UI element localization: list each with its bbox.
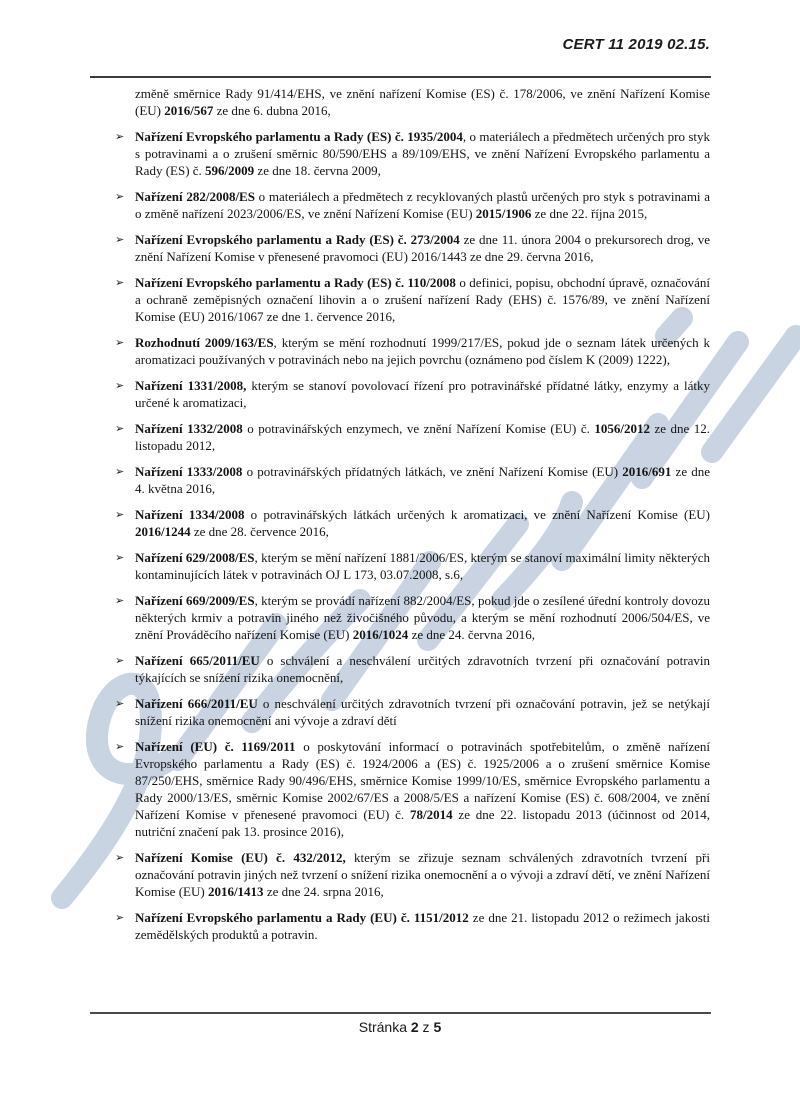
list-item-text xyxy=(135,849,710,900)
list-item xyxy=(90,377,710,411)
list-item xyxy=(90,274,710,325)
arrow-bullet-icon: ➢ xyxy=(115,466,125,478)
bold-text-run: Nařízení Evropského parlamentu a Rady (ES) č. 110/2008 xyxy=(135,275,456,290)
text-run: Stránka xyxy=(358,1019,411,1035)
list-item xyxy=(90,738,710,840)
document-code: CERT 11 2019 02.15. xyxy=(562,36,710,53)
list-item-text xyxy=(135,695,710,729)
list-item xyxy=(90,909,710,943)
bold-text-run: Nařízení Evropského parlamentu a Rady (ES) č. 273/2004 xyxy=(135,232,460,247)
list-item xyxy=(90,420,710,454)
bold-text-run: Rozhodnutí 2009/163/ES xyxy=(135,335,274,350)
text-run: ze dne 28. července 2016, xyxy=(190,524,329,539)
list-item xyxy=(90,849,710,900)
bold-text-run: 1056/2012 xyxy=(594,421,650,436)
list-item-text xyxy=(135,274,710,325)
bold-text-run: Nařízení 1331/2008, xyxy=(135,378,247,393)
text-run: , o materiálech a předmětech určených pro styk s potravinami a o zrušení směrnic 80/590/EHS a 89/109/EHS, ve znění Nařízení Evropského parlamentu a Rady (ES) č. xyxy=(135,129,711,178)
list-item xyxy=(90,652,710,686)
header-divider xyxy=(90,76,711,78)
page-header xyxy=(90,36,710,54)
text-run: ze dne 18. června 2009, xyxy=(254,163,381,178)
bold-text-run: 5 xyxy=(433,1019,442,1035)
arrow-bullet-icon: ➢ xyxy=(115,912,125,924)
list-item xyxy=(90,592,710,643)
text-run: ze dne 22. listopadu 2013 (účinnost od 2014, nutriční značení pak 13. prosince 2016), xyxy=(135,807,710,839)
list-item-text xyxy=(135,188,710,222)
list-item-text xyxy=(135,592,710,643)
text-run: , kterým se mění nařízení 1881/2006/ES, kterým se stanoví maximální limity některých kontaminujících látek v potravinách OJ L 173, 03.07.2008, s.6, xyxy=(135,550,710,582)
bold-text-run: Nařízení Komise (EU) č. 432/2012, xyxy=(135,850,346,865)
bold-text-run: Nařízení Evropského parlamentu a Rady (ES) č. 1935/2004 xyxy=(135,129,463,144)
text-run: ze dne 11. února 2004 o prekursorech drog, ve znění Nařízení Komise v přenesené pravomoci (EU) 2016/1443 ze dne 29. června 2016, xyxy=(135,232,710,264)
arrow-bullet-icon: ➢ xyxy=(115,423,125,435)
regulation-list xyxy=(90,128,710,943)
bold-text-run: 2 xyxy=(410,1019,419,1035)
text-run: , kterým se provádí nařízení 882/2004/ES, pokud jde o zesílené úřední kontroly dovozu některých krmiv a potravin jiného než živočišného původu, a kterým se mění rozhodnutí 2006/504/ES, ve znění Prováděcího nařízení Komise (EU) xyxy=(135,593,710,642)
text-run: ze dne 12. listopadu 2012, xyxy=(135,421,710,453)
text-run: ze dne 4. května 2016, xyxy=(135,464,711,496)
list-item-text xyxy=(135,420,710,454)
text-run: o materiálech a předmětech z recyklovaných plastů určených pro styk s potravinami a o změně nařízení 2023/2006/ES, ve znění Nařízení Komise (EU) xyxy=(135,189,710,221)
list-item xyxy=(90,695,710,729)
list-item-text xyxy=(135,377,710,411)
list-item-text xyxy=(135,738,710,840)
bold-text-run: 596/2009 xyxy=(205,163,255,178)
footer-divider xyxy=(90,1012,711,1014)
arrow-bullet-icon: ➢ xyxy=(115,655,125,667)
text-run: ze dne 24. června 2016, xyxy=(408,627,536,642)
arrow-bullet-icon: ➢ xyxy=(115,337,125,349)
text-run: o neschválení určitých zdravotních tvrzení při označování potravin, jež se netýkají snížení rizika onemocnění ani vývoje a zdraví dětí xyxy=(135,696,710,728)
list-item xyxy=(90,188,710,222)
arrow-bullet-icon: ➢ xyxy=(115,698,125,710)
text-run: kterým se zřizuje seznam schválených zdravotních tvrzení při označování potravin jiných než tvrzení o snížení rizika onemocnění a o vývoji a zdraví dětí, ve znění Nařízení Komise (EU) xyxy=(135,850,710,899)
intro-paragraph xyxy=(135,85,710,119)
list-item xyxy=(90,231,710,265)
text-run: o schválení a neschválení určitých zdravotních tvrzení při označování potravin týkajících se snížení rizika onemocnění, xyxy=(135,653,711,685)
bold-text-run: 2016/691 xyxy=(622,464,672,479)
bold-text-run: Nařízení 1332/2008 xyxy=(135,421,243,436)
arrow-bullet-icon: ➢ xyxy=(115,852,125,864)
arrow-bullet-icon: ➢ xyxy=(115,552,125,564)
arrow-bullet-icon: ➢ xyxy=(115,131,125,143)
document-body xyxy=(90,85,710,943)
list-item xyxy=(90,334,710,368)
arrow-bullet-icon: ➢ xyxy=(115,595,125,607)
text-run: o definici, popisu, obchodní úpravě, označování a ochraně zeměpisných označení lihovin a o zrušení nařízení Rady (EHS) č. 1576/89, ve znění Nařízení Komise (EU) 2016/1067 ze dne 1. července 2016, xyxy=(135,275,710,324)
text-run: , kterým se mění rozhodnutí 1999/217/ES, pokud jde o seznam látek určených k aromatizaci používaných v potravinách nebo na jejich povrchu (oznámeno pod číslem K (2009) 1222), xyxy=(135,335,710,367)
bold-text-run: 78/2014 xyxy=(409,807,453,822)
list-item-text xyxy=(135,231,710,265)
arrow-bullet-icon: ➢ xyxy=(115,191,125,203)
list-item-text xyxy=(135,506,710,540)
text-run: ze dne 6. dubna 2016, xyxy=(213,103,331,118)
list-item-text xyxy=(135,909,710,943)
text-run: ze dne 24. srpna 2016, xyxy=(263,884,384,899)
text-run: z xyxy=(418,1019,434,1035)
arrow-bullet-icon: ➢ xyxy=(115,380,125,392)
bold-text-run: Nařízení 282/2008/ES xyxy=(135,189,255,204)
arrow-bullet-icon: ➢ xyxy=(115,509,125,521)
list-item xyxy=(90,549,710,583)
text-run: o potravinářských enzymech, ve znění Nařízení Komise (EU) č. xyxy=(242,421,595,436)
bold-text-run: 2016/567 xyxy=(164,103,214,118)
page-number xyxy=(0,1019,800,1035)
text-run: kterým se stanoví povolovací řízení pro potravinářské přídatné látky, enzymy a látky určené k aromatizaci, xyxy=(135,378,710,410)
text-run: změně směrnice Rady 91/414/EHS, ve znění nařízení Komise (ES) č. 178/2006, ve znění Nařízení Komise (EU) xyxy=(135,86,710,118)
bold-text-run: Nařízení 629/2008/ES xyxy=(135,550,255,565)
text-run: o potravinářských přídatných látkách, ve znění Nařízení Komise (EU) xyxy=(242,464,623,479)
bold-text-run: 2015/1906 xyxy=(475,206,532,221)
list-item-text xyxy=(135,652,710,686)
list-item-text xyxy=(135,128,710,179)
bold-text-run: Nařízení 1334/2008 xyxy=(135,507,245,522)
list-item xyxy=(90,463,710,497)
text-run: o poskytování informací o potravinách spotřebitelům, o změně nařízení Evropského parlamentu a Rady (ES) č. 1924/2006 a (ES) č. 1925/2006 a o zrušení směrnice Komise 87/250/EHS, směrnice Rady 90/496/EHS, směrnice Komise 1999/10/ES, směrnice Evropského parlamentu a Rady 2000/13/ES, směrnic Komise 2002/67/ES a 2008/5/ES a nařízení Komise (ES) č. 608/2004, ve znění Nařízení Komise v přenesené pravomoci (EU) č. xyxy=(135,739,710,822)
bold-text-run: Nařízení (EU) č. 1169/2011 xyxy=(135,739,296,754)
arrow-bullet-icon: ➢ xyxy=(115,741,125,753)
list-item xyxy=(90,506,710,540)
list-item-text xyxy=(135,549,710,583)
text-run: ze dne 22. října 2015, xyxy=(531,206,648,221)
bold-text-run: Nařízení 1333/2008 xyxy=(135,464,243,479)
bold-text-run: 2016/1244 xyxy=(135,524,191,539)
bold-text-run: 2016/1024 xyxy=(352,627,409,642)
bold-text-run: Nařízení 666/2011/EU xyxy=(135,696,258,711)
text-run: o potravinářských látkách určených k aromatizaci, ve znění Nařízení Komise (EU) xyxy=(244,507,711,522)
arrow-bullet-icon: ➢ xyxy=(115,234,125,246)
arrow-bullet-icon: ➢ xyxy=(115,277,125,289)
bold-text-run: 2016/1413 xyxy=(207,884,264,899)
bold-text-run: Nařízení Evropského parlamentu a Rady (EU) č. 1151/2012 xyxy=(135,910,469,925)
list-item xyxy=(90,128,710,179)
list-item-text xyxy=(135,463,710,497)
bold-text-run: Nařízení 665/2011/EU xyxy=(135,653,260,668)
text-run: ze dne 21. listopadu 2012 o režimech jakosti zemědělských produktů a potravin. xyxy=(135,910,710,942)
bold-text-run: Nařízení 669/2009/ES xyxy=(135,593,255,608)
list-item-text xyxy=(135,334,710,368)
